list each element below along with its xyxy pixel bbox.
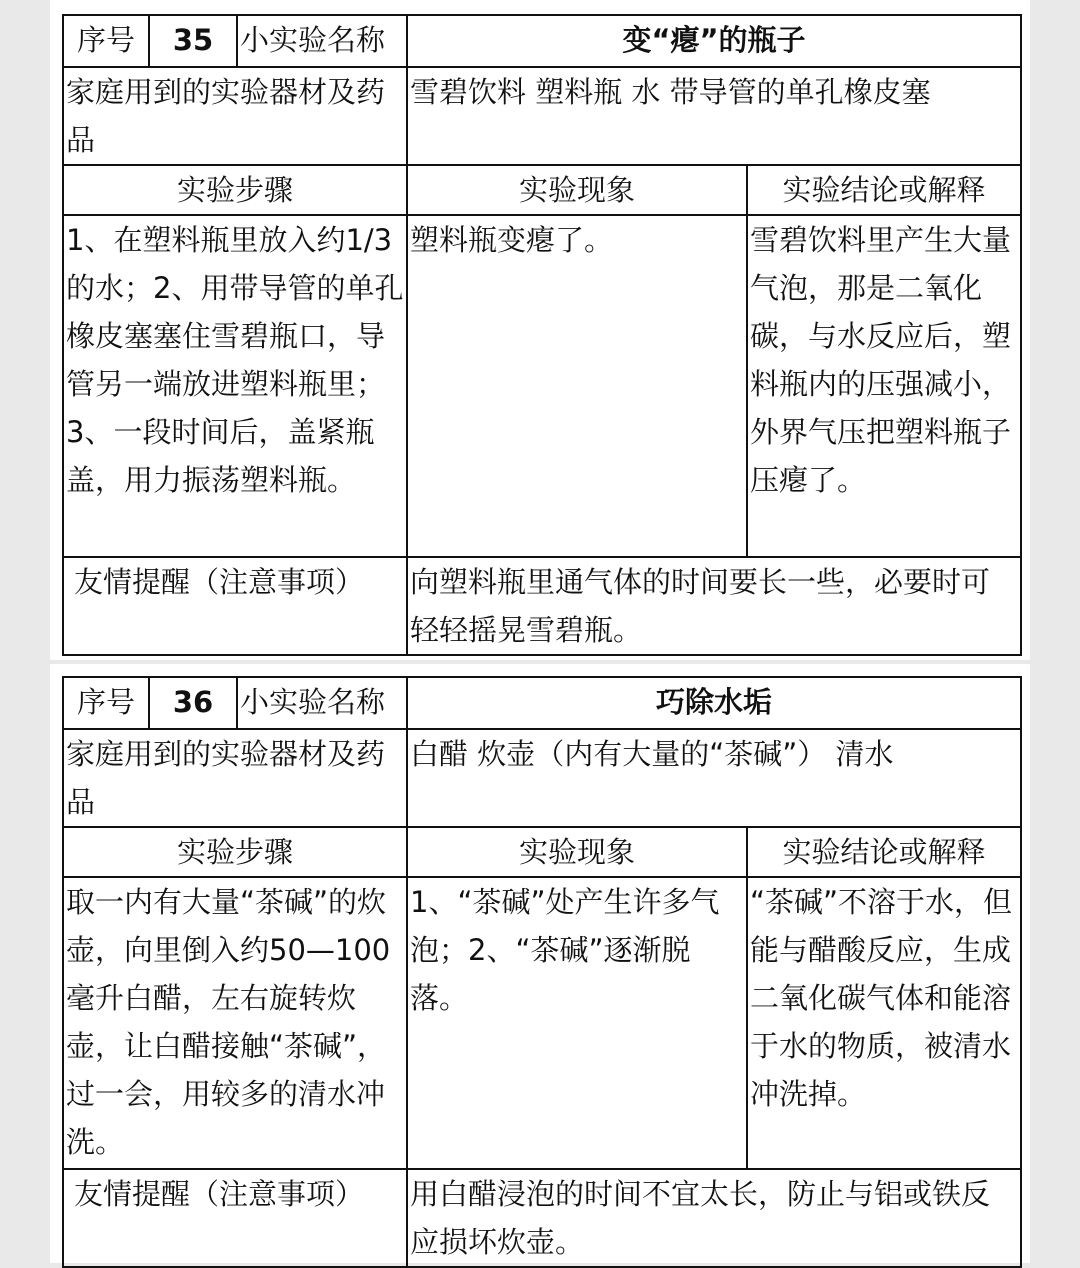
experiment-title: 变“瘪”的瓶子: [407, 15, 1021, 67]
materials-label: 家庭用到的实验器材及药品: [63, 67, 407, 165]
name-label: 小实验名称: [237, 15, 407, 67]
conclusion-header: 实验结论或解释: [747, 827, 1021, 877]
phenomenon-text: 1、“茶碱”处产生许多气泡；2、“茶碱”逐渐脱落。: [407, 877, 747, 1169]
tips-label: 友情提醒（注意事项）: [63, 557, 407, 655]
experiment-title: 巧除水垢: [407, 677, 1021, 729]
materials-value: 白醋 炊壶（内有大量的“茶碱”） 清水: [407, 729, 1021, 827]
experiment-table-36: [62, 676, 1022, 1268]
conclusion-text: “茶碱”不溶于水，但能与醋酸反应，生成二氧化碳气体和能溶于水的物质，被清水冲洗掉。: [747, 877, 1021, 1169]
phenomenon-header: 实验现象: [407, 165, 747, 215]
experiment-number: 36: [149, 677, 237, 729]
tips-label: 友情提醒（注意事项）: [63, 1169, 407, 1267]
experiment-table-35: [62, 14, 1022, 656]
experiment-card-35: [50, 0, 1030, 660]
name-label: 小实验名称: [237, 677, 407, 729]
experiment-number: 35: [149, 15, 237, 67]
conclusion-header: 实验结论或解释: [747, 165, 1021, 215]
steps-text: 取一内有大量“茶碱”的炊壶，向里倒入约50—100毫升白醋，左右旋转炊壶，让白醋接触“茶碱”，过一会，用较多的清水冲洗。: [63, 877, 407, 1169]
steps-text: 1、在塑料瓶里放入约1/3的水；2、用带导管的单孔橡皮塞塞住雪碧瓶口，导管另一端放进塑料瓶里；3、一段时间后，盖紧瓶盖，用力振荡塑料瓶。: [63, 215, 407, 557]
seq-label: 序号: [63, 15, 149, 67]
tips-text: 用白醋浸泡的时间不宜太长，防止与铝或铁反应损坏炊壶。: [407, 1169, 1021, 1267]
phenomenon-text: 塑料瓶变瘪了。: [407, 215, 747, 557]
materials-value: 雪碧饮料 塑料瓶 水 带导管的单孔橡皮塞: [407, 67, 1021, 165]
seq-label: 序号: [63, 677, 149, 729]
experiment-card-36: [50, 664, 1030, 1263]
steps-header: 实验步骤: [63, 165, 407, 215]
tips-text: 向塑料瓶里通气体的时间要长一些，必要时可轻轻摇晃雪碧瓶。: [407, 557, 1021, 655]
materials-label: 家庭用到的实验器材及药品: [63, 729, 407, 827]
phenomenon-header: 实验现象: [407, 827, 747, 877]
conclusion-text: 雪碧饮料里产生大量气泡，那是二氧化碳，与水反应后，塑料瓶内的压强减小，外界气压把塑料瓶子压瘪了。: [747, 215, 1021, 557]
steps-header: 实验步骤: [63, 827, 407, 877]
